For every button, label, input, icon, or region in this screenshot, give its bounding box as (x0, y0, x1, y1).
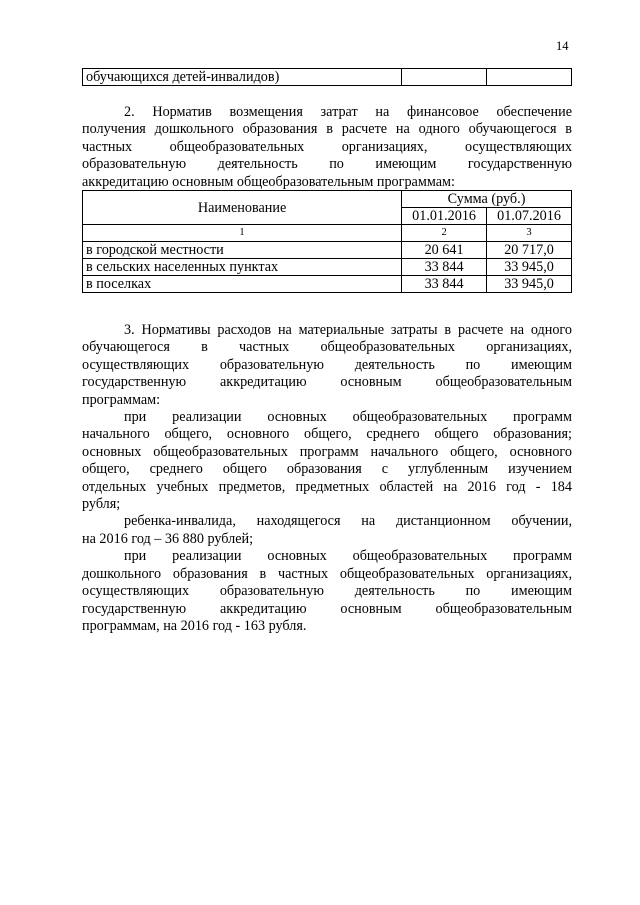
row-value-2: 20 717,0 (487, 242, 572, 259)
row-value-1: 20 641 (402, 242, 487, 259)
col-index: 3 (487, 225, 572, 242)
text-line: государственную аккредитацию основным общеобразовательным (82, 374, 572, 391)
row-name: в сельских населенных пунктах (83, 259, 402, 276)
col-index: 1 (83, 225, 402, 242)
section-3-paragraph (82, 322, 572, 635)
header-date-1: 01.01.2016 (402, 208, 487, 225)
text-line: ребенка-инвалида, находящегося на дистанционном обучении, (124, 513, 572, 530)
text-line: 2. Норматив возмещения затрат на финансовое обеспечение (124, 104, 572, 120)
text-line: образовательную деятельность по имеющим государственную (82, 156, 572, 173)
header-date-2: 01.07.2016 (487, 208, 572, 225)
text-line: при реализации основных общеобразовательных программ (124, 409, 572, 426)
table-row (83, 242, 572, 259)
text-line: 3. Нормативы расходов на материальные затраты в расчете на одного (124, 322, 572, 338)
text-line: осуществляющих образовательную деятельность по имеющим (82, 583, 572, 600)
text-line: программам: (82, 391, 161, 408)
norm-table (82, 190, 572, 293)
row-name: в поселках (83, 276, 402, 293)
table-row (83, 276, 572, 293)
table-cell (402, 69, 487, 86)
text-line: получения дошкольного образования в расчете на одного обучающегося в (82, 121, 572, 138)
header-sum: Сумма (руб.) (402, 191, 572, 208)
text-line: начального общего, основного общего, среднего общего образования; (82, 426, 572, 443)
text-line: при реализации основных общеобразовательных программ (124, 548, 572, 565)
text-line: осуществляющих образовательную деятельность по имеющим (82, 356, 572, 373)
row-value-1: 33 844 (402, 259, 487, 276)
text-line: государственную аккредитацию основным общеобразовательным (82, 600, 572, 617)
text-line: дошкольного образования в частных общеобразовательных организациях, (82, 565, 572, 582)
text-line: общего, среднего общего образования с углубленным изучением (82, 461, 572, 478)
text-line: основных общеобразовательных программ начального общего, основного (82, 443, 572, 460)
row-value-1: 33 844 (402, 276, 487, 293)
table-row (83, 69, 572, 86)
text-line: рубля; (82, 496, 121, 513)
text-line: обучающегося в частных общеобразовательных организациях, (82, 339, 572, 356)
section-2-paragraph (82, 104, 572, 191)
text-line: на 2016 год – 36 880 рублей; (82, 530, 254, 547)
table-cell: обучающихся детей-инвалидов) (83, 69, 402, 86)
text-line: частных общеобразовательных организациях, осуществляющих (82, 138, 572, 155)
table-cell (487, 69, 572, 86)
page-number: 14 (556, 39, 569, 53)
table-row (83, 259, 572, 276)
text-line: отдельных учебных предметов, предметных областей на 2016 год - 184 (82, 478, 572, 495)
table-header-row (83, 191, 572, 208)
col-index: 2 (402, 225, 487, 242)
row-value-2: 33 945,0 (487, 276, 572, 293)
table-index-row (83, 225, 572, 242)
text-line: программам, на 2016 год - 163 рубля. (82, 617, 307, 634)
text-line: аккредитацию основным общеобразовательным программам: (82, 173, 455, 190)
header-name: Наименование (83, 191, 402, 225)
table-continuation (82, 68, 572, 86)
row-value-2: 33 945,0 (487, 259, 572, 276)
row-name: в городской местности (83, 242, 402, 259)
